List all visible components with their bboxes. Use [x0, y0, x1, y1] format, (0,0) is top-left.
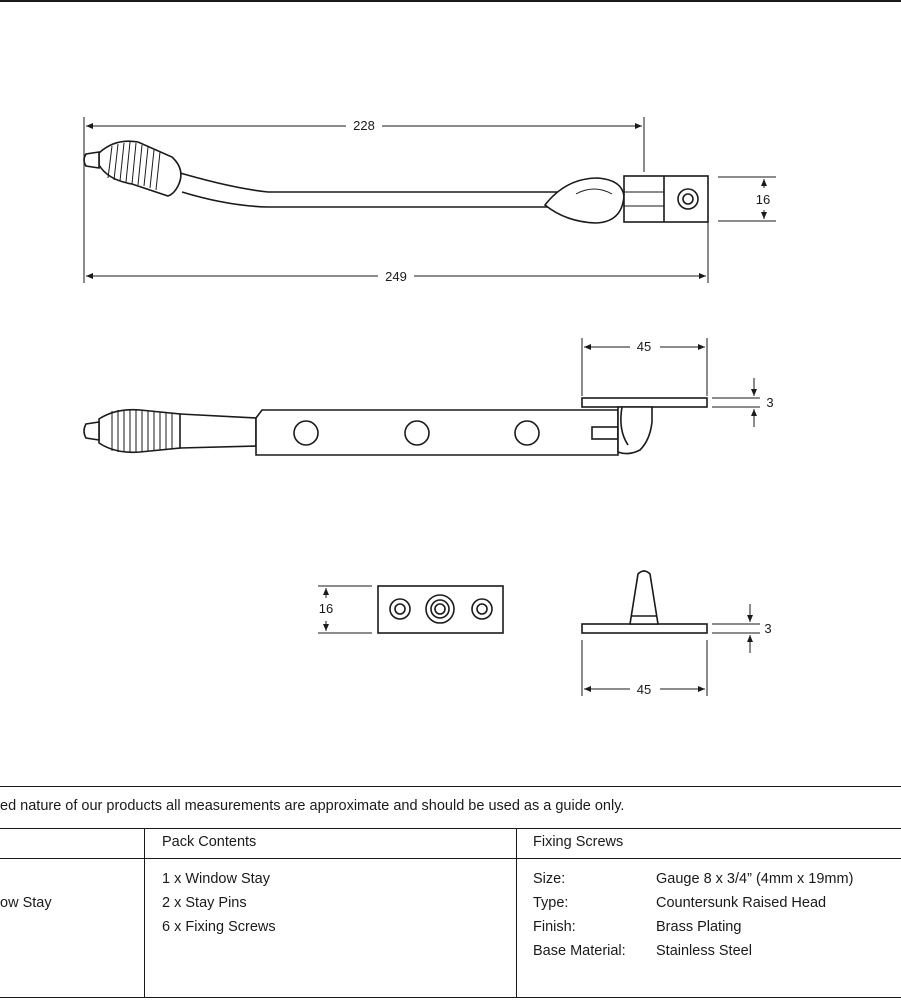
dim-16-pin-plate: [319, 588, 333, 631]
spec-label: Size:: [533, 871, 566, 887]
dim-45-pin-plate: [584, 682, 705, 697]
pack-contents-header: Pack Contents: [162, 834, 257, 850]
pin-plate-views: [318, 571, 772, 697]
spec-table: [0, 828, 901, 998]
table-col-divider-2: [516, 828, 517, 998]
side-view: [84, 338, 774, 455]
spec-value: Countersunk Raised Head: [656, 895, 827, 911]
table-bottom-rule: [0, 997, 901, 998]
dim-45-side: [584, 339, 705, 354]
product-name-cell: ow Stay: [0, 895, 52, 911]
spec-value: Stainless Steel: [656, 943, 752, 959]
table-col-divider-1: [144, 828, 145, 998]
dim-3-pin-label: 3: [764, 621, 772, 636]
dim-3-side-label: 3: [766, 395, 774, 410]
list-item: 6 x Fixing Screws: [162, 919, 276, 935]
dim-45-side-label: 45: [636, 339, 652, 354]
dim-228-label: 228: [353, 118, 375, 133]
disclaimer-text: ed nature of our products all measurements are approximate and should be used as a guide only.: [0, 798, 625, 814]
top-view: [84, 117, 776, 284]
spec-label: Base Material:: [533, 943, 626, 959]
spec-label: Type:: [533, 895, 569, 911]
table-top-rule: [0, 828, 901, 829]
dim-45-pin-label: 45: [636, 682, 652, 697]
dim-3-side: [754, 378, 774, 427]
spec-label: Finish:: [533, 919, 576, 935]
list-item: 2 x Stay Pins: [162, 895, 247, 911]
list-item: 1 x Window Stay: [162, 871, 270, 887]
dim-16-pin-label: 16: [318, 601, 334, 616]
disclaimer-top-rule: [0, 786, 901, 787]
dim-249: [86, 269, 706, 284]
dim-228: [86, 118, 642, 133]
dim-249-label: 249: [385, 269, 407, 284]
spec-value: Gauge 8 x 3/4” (4mm x 19mm): [656, 871, 854, 887]
fixing-screws-header: Fixing Screws: [533, 834, 624, 850]
dim-16-top-view: [756, 179, 770, 219]
table-header-rule: [0, 858, 901, 859]
dim-3-pin-plate: [750, 604, 772, 653]
spec-value: Brass Plating: [656, 919, 742, 935]
dim-16-top-label: 16: [755, 192, 771, 207]
